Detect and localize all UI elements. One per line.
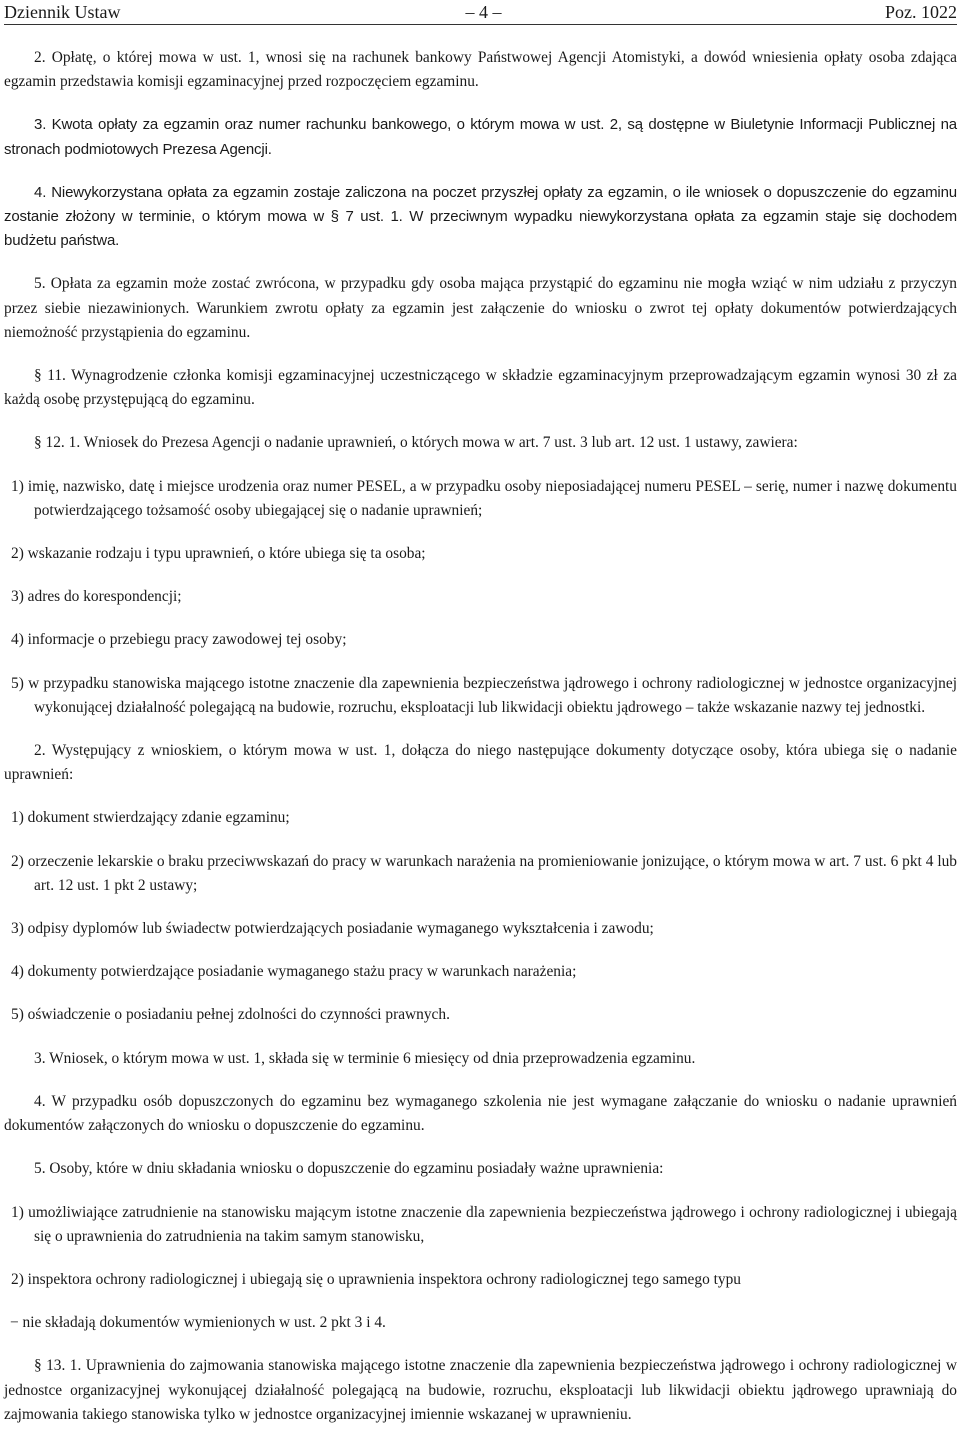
section-13-ust-1: § 13. 1. Uprawnienia do zajmowania stanowiska mającego istotne znaczenie dla zapewnienia bezpieczeństwa jądrowego i ochrony radiologicznej w jednostce organizacyjnej wykonującej działalność polegającą na budowie, rozruchu, eksploatacji lub likwidacji obiektu jądrowego uprawniają do zajmowania takiego stanowiska tylko w jednostce organizacyjnej imiennie wskazanej w uprawnieniu.	[4, 1357, 957, 1423]
document-body	[4, 46, 957, 1427]
paragraph-ust-4: 4. Niewykorzystana opłata za egzamin zostaje zaliczona na poczet przyszłej opłaty za egzamin, o ile wniosek o dopuszczenie do egzaminu zostanie złożony w terminie, o którym mowa w § 7 ust. 1. W przeciwnym wypadku niewykorzystana opłata za egzamin staje się dochodem budżetu państwa.	[4, 183, 957, 250]
paragraph-ust-2: 2. Opłatę, o której mowa w ust. 1, wnosi się na rachunek bankowy Państwowej Agencji Atomistyki, a dowód wniesienia opłaty osoba zdająca egzamin przedstawia komisji egzaminacyjnej przed rozpoczęciem egzaminu.	[4, 49, 957, 91]
paragraph-ust-5: 5. Opłata za egzamin może zostać zwrócona, w przypadku gdy osoba mająca przystąpić do egzaminu nie mogła wziąć w nim udziału z przyczyn przez siebie niezawinionych. Warunkiem zwrotu opłaty za egzamin jest załączenie do wniosku o zwrot tej opłaty dokumentów potwierdzających niemożność przystąpienia do egzaminu.	[4, 275, 957, 341]
page-header	[4, 0, 957, 25]
list-item: 2) wskazanie rodzaju i typu uprawnień, o które ubiega się ta osoba;	[11, 545, 426, 563]
list-item: 4) dokumenty potwierdzające posiadanie wymaganego stażu pracy w warunkach narażenia;	[11, 963, 577, 981]
list-item: 2) orzeczenie lekarskie o braku przeciwwskazań do pracy w warunkach narażenia na promieniowanie jonizujące, o którym mowa w art. 7 ust. 6 pkt 4 lub art. 12 ust. 1 pkt 2 ustawy;	[11, 852, 957, 894]
list-item: 3) odpisy dyplomów lub świadectw potwierdzających posiadanie wymaganego wykształcenia i zawodu;	[11, 920, 654, 938]
section-12-ust-4: 4. W przypadku osób dopuszczonych do egzaminu bez wymaganego szkolenia nie jest wymagane załączanie do wniosku o nadanie uprawnień dokumentów załączonych do wniosku o dopuszczenie do egzaminu.	[4, 1092, 957, 1135]
section-12-ust-2: 2. Występujący z wnioskiem, o którym mowa w ust. 1, dołącza do niego następujące dokumenty dotyczące osoby, która ubiega się o nadanie uprawnień:	[4, 742, 957, 784]
section-12-ust-1: § 12. 1. Wniosek do Prezesa Agencji o nadanie uprawnień, o których mowa w art. 7 ust. 3 lub art. 12 ust. 1 ustawy, zawiera:	[34, 434, 798, 452]
section-11: § 11. Wynagrodzenie członka komisji egzaminacyjnej uczestniczącego w składzie egzaminacyjnym przeprowadzającym egzamin wynosi 30 zł za każdą osobę przystępującą do egzaminu.	[4, 367, 957, 409]
closing-dash-line: − nie składają dokumentów wymienionych w ust. 2 pkt 3 i 4.	[10, 1314, 386, 1332]
paragraph-ust-3: 3. Kwota opłaty za egzamin oraz numer rachunku bankowego, o którym mowa w ust. 2, są dostępne w Biuletynie Informacji Publicznej na stronach podmiotowych Prezesa Agencji.	[4, 116, 957, 158]
section-12-ust-3: 3. Wniosek, o którym mowa w ust. 1, składa się w terminie 6 miesięcy od dnia przeprowadzenia egzaminu.	[34, 1049, 696, 1067]
list-item: 1) dokument stwierdzający zdanie egzaminu;	[11, 809, 290, 827]
list-item: 1) imię, nazwisko, datę i miejsce urodzenia oraz numer PESEL, a w przypadku osoby nieposiadającej numeru PESEL – serię, numer i nazwę dokumentu potwierdzającego tożsamość osoby ubiegającej się o nadanie uprawnień;	[11, 477, 957, 519]
list-item: 5) oświadczenie o posiadaniu pełnej zdolności do czynności prawnych.	[11, 1006, 450, 1024]
list-item: 1) umożliwiające zatrudnienie na stanowisku mającym istotne znaczenie dla zapewnienia bezpieczeństwa jądrowego i ochrony radiologicznej i ubiegają się o uprawnienia do zatrudnienia na takim samym stanowisku,	[11, 1203, 957, 1245]
position-number: Poz. 1022	[885, 2, 957, 22]
list-item: 2) inspektora ochrony radiologicznej i ubiegają się o uprawnienia inspektora ochrony radiologicznej tego samego typu	[11, 1270, 741, 1288]
list-item: 5) w przypadku stanowiska mającego istotne znaczenie dla zapewnienia bezpieczeństwa jądrowego i ochrony radiologicznej w jednostce organizacyjnej wykonującej działalność polegającą na budowie, rozruchu, eksploatacji lub likwidacji obiektu jądrowego – także wskazanie nazwy tej jednostki.	[11, 674, 957, 716]
publication-title: Dziennik Ustaw	[4, 2, 121, 22]
page-number: – 4 –	[465, 2, 502, 22]
list-item: 3) adres do korespondencji;	[11, 588, 182, 606]
section-12-ust-5: 5. Osoby, które w dniu składania wniosku o dopuszczenie do egzaminu posiadały ważne uprawnienia:	[34, 1160, 664, 1178]
list-item: 4) informacje o przebiegu pracy zawodowej tej osoby;	[11, 631, 347, 649]
